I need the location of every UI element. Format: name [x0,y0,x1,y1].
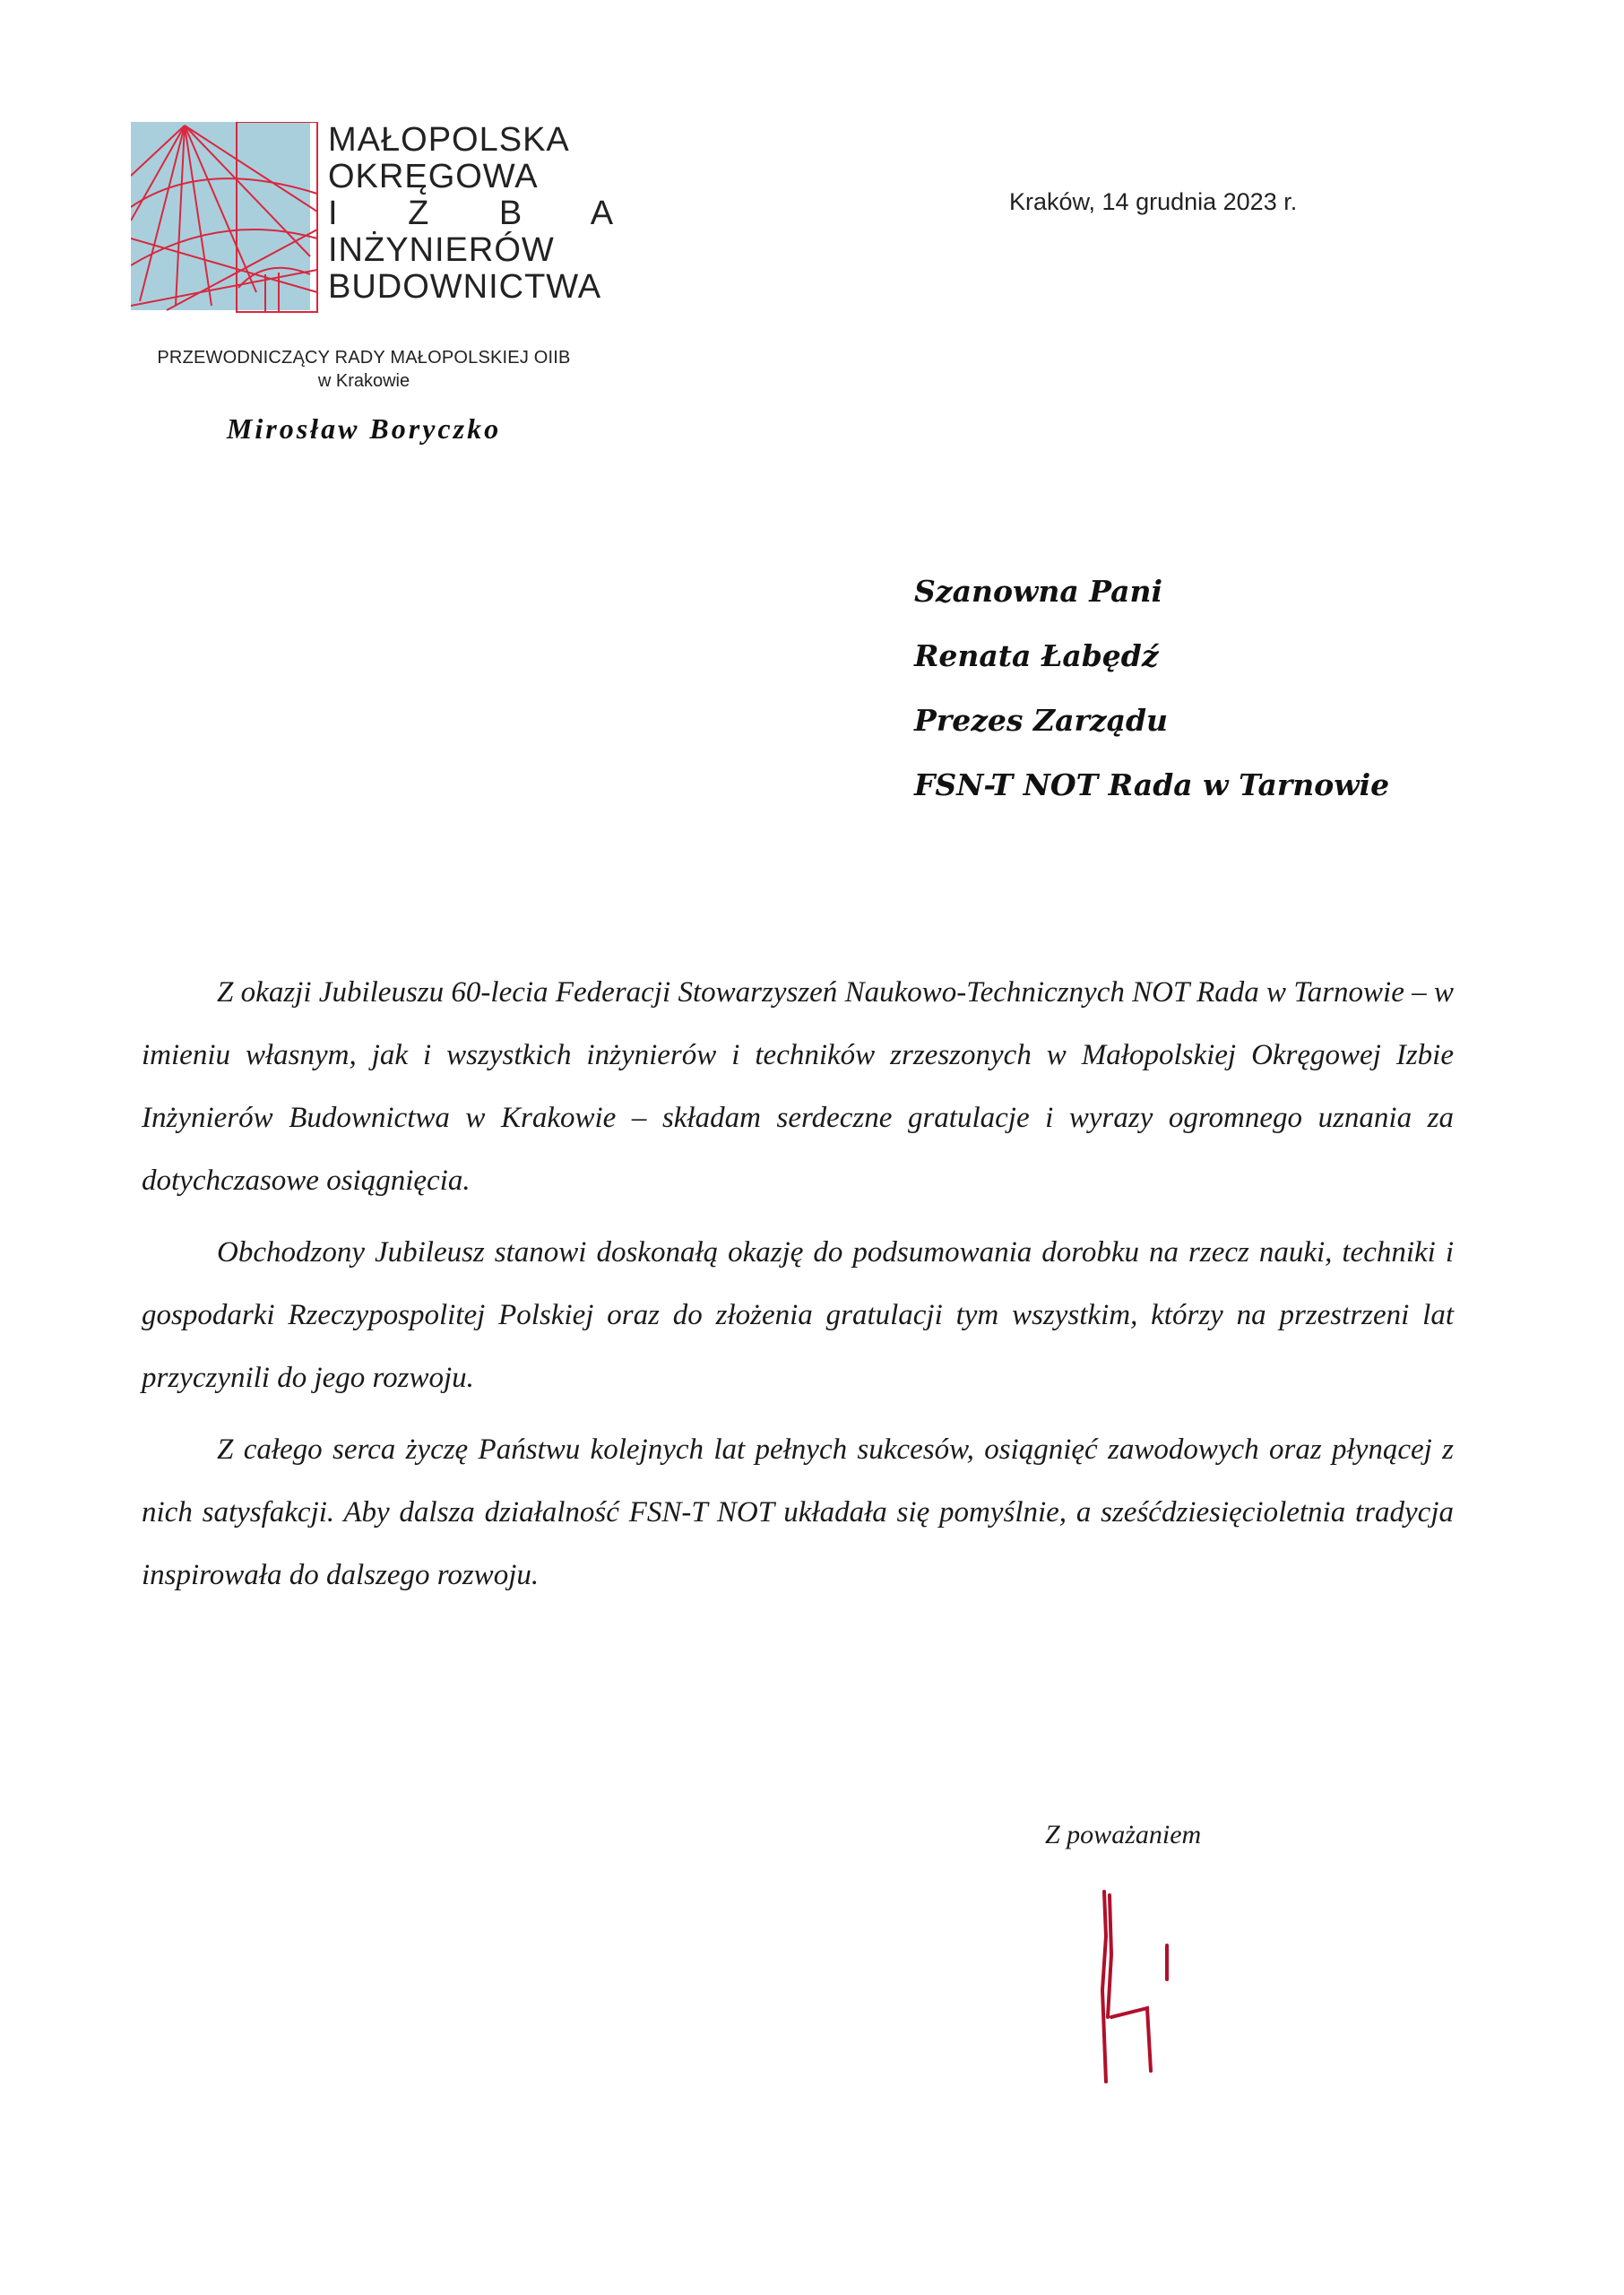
body-paragraph-3: Z całego serca życzę Państwu kolejnych lat pełnych sukcesów, osiągnięć zawodowych oraz płynącej z nich satysfakcji. Aby dalsza działalność FSN-T NOT układała się pomyślnie, a sześćdziesięcioletnia tradycja inspirowała do dalszego rozwoju. [142,1433,1454,1591]
org-line-3: I Z B A [328,195,644,232]
chair-location: w Krakowie [317,371,410,391]
addressee-salutation: Szanowna Pani [914,574,1163,609]
closing-regards: Z poważaniem [1045,1820,1202,1849]
body-paragraph-1: Z okazji Jubileuszu 60-lecia Federacji Stowarzyszeń Naukowo-Technicznych NOT Rada w Tarnowie – w imieniu własnym, jak i wszystkich inżynierów i techników zrzeszonych w Małopolskiej Okręgowej Izbie Inżynierów Budownictwa w Krakowie – składam serdeczne gratulacje i wyrazy ogromnego uznania za dotychczasowe osiągnięcia. [142,976,1454,1197]
addressee-block [914,574,1389,832]
body-paragraph-2: Obchodzony Jubileusz stanowi doskonałą okazję do podsumowania dorobku na rzecz nauki, techniki i gospodarki Rzeczypospolitej Polskiej oraz do złożenia gratulacji tym wszystkim, którzy na przestrzeni lat przyczynili do jego rozwoju. [142,1236,1454,1394]
org-line-2: OKRĘGOWA [328,158,539,195]
letter-body [142,961,1454,1615]
chair-name: Mirosław Boryczko [226,412,502,445]
letter-date: Kraków, 14 grudnia 2023 r. [1009,188,1298,215]
addressee-name: Renata Łabędź [914,638,1159,673]
chair-title: PRZEWODNICZĄCY RADY MAŁOPOLSKIEJ OIIB [157,348,571,368]
organization-name [328,122,644,306]
addressee-organization: FSN-T NOT Rada w Tarnowie [914,767,1390,802]
org-line-5: BUDOWNICTWA [328,268,602,306]
handwritten-signature [1084,1883,1201,2089]
addressee-position: Prezes Zarządu [914,703,1169,738]
org-line-4: INŻYNIERÓW [328,231,555,269]
org-line-1: MAŁOPOLSKA [328,121,570,159]
moiib-logo-mark [131,122,319,314]
